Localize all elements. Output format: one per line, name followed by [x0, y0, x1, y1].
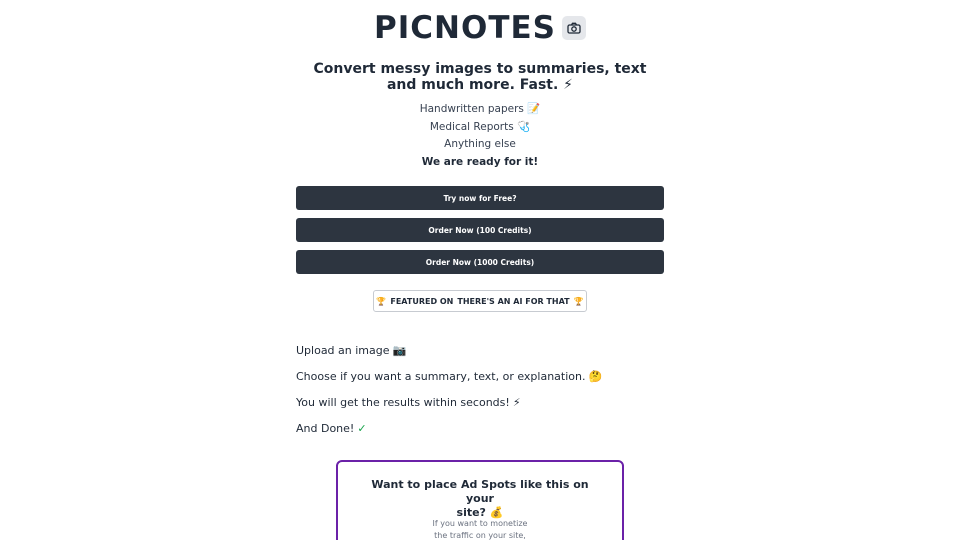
ad-title	[358, 478, 602, 520]
step-text: Choose if you want a summary, text, or explanation.	[296, 370, 586, 383]
ad-spot-box[interactable]	[336, 460, 624, 540]
tagline-line-2: and much more. Fast. ⚡	[386, 77, 574, 93]
camera-icon	[562, 16, 586, 40]
step-text: And Done!	[296, 422, 355, 435]
feature-ready: We are ready for it!	[421, 156, 539, 168]
step-results	[296, 396, 521, 409]
lightning-icon: ⚡	[512, 396, 521, 409]
ad-title-line-2: site? 💰	[456, 506, 504, 519]
step-upload	[296, 344, 406, 357]
thinking-icon: 🤔	[588, 370, 603, 383]
trophy-icon: 🏆	[573, 296, 584, 306]
tagline	[300, 61, 660, 93]
ad-title-line-1: Want to place Ad Spots like this on your	[371, 478, 589, 505]
app-title: PICNOTES	[374, 10, 556, 46]
ad-body	[388, 518, 572, 540]
brand-header	[0, 10, 960, 46]
try-free-button[interactable]: Try now for Free?	[296, 186, 664, 210]
tagline-line-1: Convert messy images to summaries, text	[313, 61, 647, 77]
order-1000-button[interactable]: Order Now (1000 Credits)	[296, 250, 664, 274]
step-done	[296, 422, 367, 435]
order-100-button[interactable]: Order Now (100 Credits)	[296, 218, 664, 242]
feature-medical: Medical Reports 🩺	[429, 121, 531, 133]
trophy-icon: 🏆	[376, 296, 387, 306]
step-choose	[296, 370, 602, 383]
ad-body-line-2: the traffic on your site,	[434, 531, 526, 540]
feature-handwritten: Handwritten papers 📝	[419, 103, 541, 115]
ad-body-line-1: If you want to monetize	[432, 519, 528, 528]
featured-label: FEATURED ON	[390, 296, 454, 306]
feature-anything: Anything else	[444, 138, 516, 150]
featured-site: THERE'S AN AI FOR THAT	[457, 296, 570, 306]
step-text: You will get the results within seconds!	[296, 396, 510, 409]
check-icon: ✓	[357, 422, 367, 435]
camera-emoji-icon: 📷	[392, 344, 407, 357]
step-text: Upload an image	[296, 344, 390, 357]
featured-badge-link[interactable]	[373, 290, 587, 312]
